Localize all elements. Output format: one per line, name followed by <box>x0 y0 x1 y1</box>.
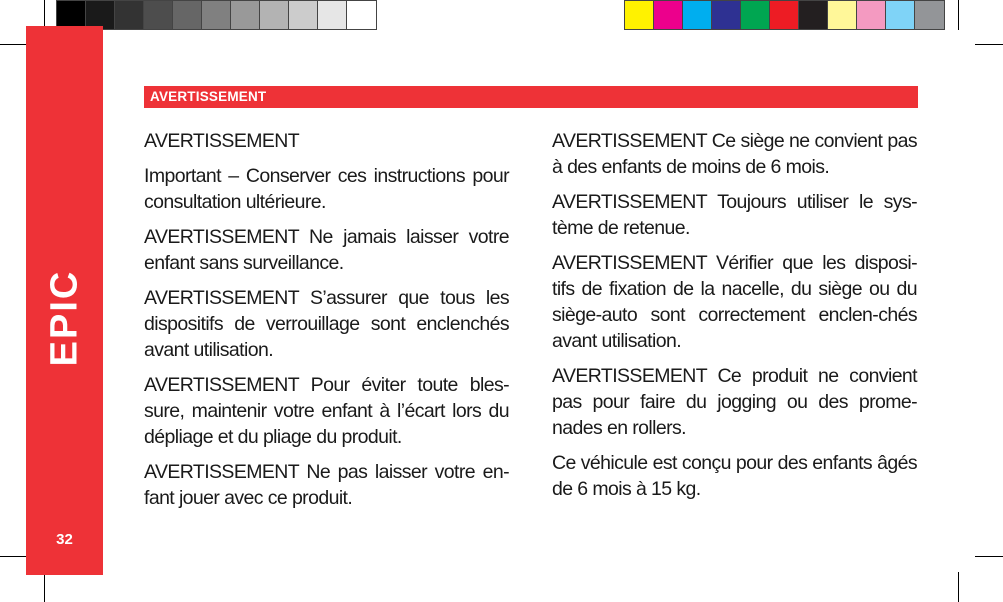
gray-swatch <box>289 1 318 29</box>
crop-mark <box>44 572 45 602</box>
color-swatch <box>683 1 712 29</box>
warning-paragraph: AVERTISSEMENT Toujours utiliser le sys-tème de retenue. <box>552 191 917 239</box>
section-header-bar <box>144 86 918 108</box>
gray-swatch <box>347 1 376 29</box>
gray-swatch <box>57 1 86 29</box>
color-swatch <box>654 1 683 29</box>
color-swatch <box>915 1 944 29</box>
color-swatch <box>857 1 886 29</box>
grayscale-calibration-bar <box>56 0 377 30</box>
warning-paragraph: AVERTISSEMENT Vérifier que les disposi-tifs de fixation de la nacelle, du siège ou du siège-auto sont correctement enclen-chés avant utilisation. <box>552 252 917 352</box>
color-swatch <box>886 1 915 29</box>
color-swatch <box>712 1 741 29</box>
left-text-column <box>144 128 509 520</box>
crop-mark <box>975 44 1003 45</box>
warning-paragraph: Important – Conserver ces instructions pour consultation ultérieure. <box>144 165 509 213</box>
color-swatch <box>741 1 770 29</box>
warning-paragraph: AVERTISSEMENT S’assurer que tous les dispositifs de verrouillage sont enclenchés avant utilisation. <box>144 287 509 361</box>
right-text-column <box>552 128 917 511</box>
color-swatch <box>828 1 857 29</box>
crop-mark <box>0 556 28 557</box>
gray-swatch <box>260 1 289 29</box>
section-title: AVERTISSEMENT <box>150 89 267 104</box>
warning-paragraph: AVERTISSEMENT Ne jamais laisser votre enfant sans surveillance. <box>144 226 509 274</box>
crop-mark <box>0 44 28 45</box>
color-swatch <box>799 1 828 29</box>
product-name: EPIC <box>43 269 85 367</box>
warning-paragraph: AVERTISSEMENT Pour éviter toute bles-sure, maintenir votre enfant à l’écart lors du dépliage et du pliage du produit. <box>144 374 509 448</box>
warning-paragraph: AVERTISSEMENT Ne pas laisser votre en-fant jouer avec ce produit. <box>144 461 509 509</box>
color-swatch <box>770 1 799 29</box>
gray-swatch <box>202 1 231 29</box>
color-swatch <box>625 1 654 29</box>
page-number: 32 <box>56 531 73 548</box>
warning-paragraph: Ce véhicule est conçu pour des enfants âgés de 6 mois à 15 kg. <box>552 452 917 500</box>
warning-paragraph: AVERTISSEMENT Ce siège ne convient pas à des enfants de moins de 6 mois. <box>552 130 917 178</box>
crop-mark <box>958 0 959 30</box>
crop-mark <box>975 556 1003 557</box>
gray-swatch <box>231 1 260 29</box>
gray-swatch <box>173 1 202 29</box>
gray-swatch <box>115 1 144 29</box>
crop-mark <box>958 572 959 602</box>
side-tab <box>26 26 103 575</box>
warning-paragraph: AVERTISSEMENT <box>144 130 300 152</box>
color-calibration-bar <box>624 0 945 30</box>
gray-swatch <box>144 1 173 29</box>
warning-paragraph: AVERTISSEMENT Ce produit ne convient pas pour faire du jogging ou des prome-nades en rollers. <box>552 365 917 439</box>
gray-swatch <box>86 1 115 29</box>
gray-swatch <box>318 1 347 29</box>
